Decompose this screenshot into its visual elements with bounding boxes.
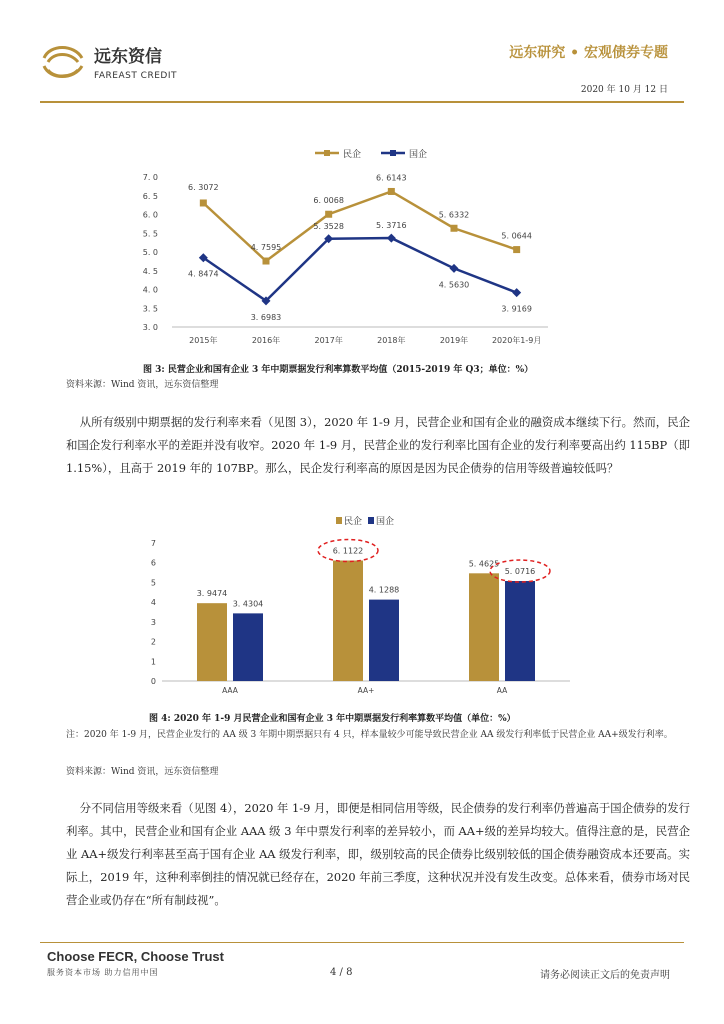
- fig4-y-tick: 3: [150, 617, 156, 627]
- fig3-data-label: 5. 0644: [501, 231, 532, 241]
- fig3-data-point: [199, 253, 208, 262]
- fig4-highlight-circle: [318, 540, 378, 562]
- fig3-y-tick: 4. 0: [142, 285, 158, 295]
- fig3-data-label: 5. 3716: [376, 221, 407, 231]
- paragraph-2: 分不同信用等级来看（见图 4），2020 年 1-9 月，即便是相同信用等级，民企债券的发行利率仍普遍高于国企债券的发行利率。其中，民营企业和国有企业 AAA 级 3 年中票发行利率的差异较小，而 AA+级的差异均较大。值得注意的是，民营企业 AA+级发行利率甚至高于国有企业 AA 级发行利率，即，级别较高的民企债券比级别较低的国企债券融资成本还要高。实际上，2019 年，这种利率倒挂的情况就已经存在，2020 年前三季度，这种状况并没有发生改变。总体来看，债券市场对民营企业或仍存在“所有制歧视”。: [66, 801, 690, 907]
- fig4-y-tick: 6: [150, 558, 156, 568]
- fig3-x-tick: 2015年: [189, 336, 218, 345]
- fig4-y-tick: 0: [150, 677, 156, 686]
- fig3-y-tick: 6. 0: [142, 210, 158, 220]
- fig4-data-label: 5. 4625: [468, 559, 500, 569]
- fig4-highlight-circle: [490, 560, 550, 582]
- fig3-data-point: [262, 296, 271, 305]
- fig4-y-tick: 7: [150, 539, 156, 548]
- fig3-y-tick: 7. 0: [142, 173, 158, 182]
- footer-slogan: Choose FECR, Choose Trust: [47, 949, 224, 964]
- fig4-x-tick: AA+: [357, 686, 375, 695]
- footer-subslogan: 服务资本市场 助力信用中国: [47, 968, 159, 977]
- fig3-data-point: [263, 258, 270, 265]
- fig4-bar: [369, 600, 399, 681]
- fig4-legend-label: 民企: [344, 517, 363, 527]
- fig4-bar: [333, 561, 363, 681]
- fig3-y-tick: 6. 5: [142, 191, 158, 201]
- fig3-data-label: 5. 3528: [313, 221, 344, 231]
- header-divider: [40, 101, 684, 103]
- fig3-data-label: 4. 8474: [188, 269, 219, 279]
- fig4-note: 注：2020 年 1-9 月，民营企业发行的 AA 级 3 年期中期票据只有 4 只，样本量较少可能导致民营企业 AA 级发行利率低于民营企业 AA+级发行利率。: [66, 730, 673, 740]
- fig4-y-tick: 5: [150, 578, 156, 588]
- fig3-data-label: 4. 7595: [250, 243, 282, 253]
- fig4-y-tick: 2: [150, 637, 156, 647]
- fig3-caption: 图 3: 民营企业和国有企业 3 年中期票据发行利率算数平均值（2015-2019 年 Q3；单位：%）: [143, 365, 534, 375]
- fig3-legend-label: 国企: [409, 150, 428, 160]
- paragraph-1: 从所有级别中期票据的发行利率来看（见图 3），2020 年 1-9 月，民营企业和国有企业的融资成本继续下行。然而，民企和国企发行利率水平的差距并没有收窄。2020 年 1-9 月，民营企业的发行利率比国有企业的发行利率要高出约 115BP（即 1.15%），且高于 2019 年的 107BP。那么，民企发行利率高的原因是因为民企债券的信用等级普遍较低吗？: [66, 415, 690, 475]
- fig3-x-tick: 2019年: [439, 336, 469, 345]
- fig4-data-label: 4. 1288: [368, 585, 400, 595]
- fig3-data-point: [512, 288, 521, 297]
- fig4-x-tick: AAA: [222, 686, 238, 695]
- fig4-x-tick: AA: [496, 686, 508, 695]
- fig4-legend-label: 国企: [376, 517, 395, 527]
- fig4-legend-swatch: [368, 517, 374, 524]
- fig3-data-label: 3. 9169: [501, 304, 532, 314]
- fig3-x-tick: 2016年: [251, 336, 281, 345]
- report-series-title: 远东研究 • 宏观债券专题: [509, 45, 668, 61]
- fig4-y-tick: 1: [150, 657, 156, 667]
- fig3-x-tick: 2017年: [314, 336, 343, 345]
- fig3-data-label: 6. 3072: [188, 182, 219, 192]
- page-number: 4 / 8: [330, 967, 353, 978]
- fig3-data-point: [451, 225, 458, 232]
- fig3-data-point: [388, 188, 395, 195]
- fig3-y-tick: 5. 5: [142, 229, 158, 239]
- fig3-series-line: [203, 238, 516, 301]
- fig3-data-label: 4. 5630: [438, 280, 470, 290]
- fig3-data-point: [513, 246, 520, 253]
- fig3-data-point: [387, 234, 396, 243]
- fig4-caption: 图 4: 2020 年 1-9 月民营企业和国有企业 3 年中期票据发行利率算数平均值（单位：%）: [149, 714, 516, 724]
- fig4-source: 资料来源：Wind 资讯，远东资信整理: [66, 767, 219, 777]
- fig3-data-label: 3. 6983: [250, 312, 282, 322]
- logo-company-en: FAREAST CREDIT: [94, 71, 177, 81]
- fig3-data-point: [450, 264, 459, 273]
- footer-divider: [40, 942, 684, 943]
- fig3-y-tick: 3. 0: [142, 323, 158, 332]
- fig3-y-tick: 3. 5: [142, 304, 158, 314]
- fig4-data-label: 3. 9474: [196, 589, 228, 599]
- company-logo: [40, 40, 240, 84]
- fig4-bar: [233, 613, 263, 681]
- fig3-legend-marker: [324, 150, 330, 156]
- fig4-data-label: 6. 1122: [332, 546, 364, 556]
- fig3-y-tick: 5. 0: [142, 248, 158, 257]
- fig3-source: 资料来源：Wind 资讯，远东资信整理: [66, 380, 219, 390]
- fig3-x-tick: 2020年1-9月: [491, 336, 542, 345]
- fig3-data-label: 6. 0068: [313, 196, 344, 206]
- logo-company-cn: 远东资信: [94, 47, 162, 67]
- footer-disclaimer: 请务必阅读正文后的免责声明: [540, 970, 670, 981]
- fig3-y-tick: 4. 5: [142, 266, 158, 276]
- fig4-data-label: 3. 4304: [232, 599, 264, 609]
- fig4-bar: [469, 573, 499, 681]
- fig3-data-label: 5. 6332: [438, 210, 470, 220]
- fig4-y-tick: 4: [150, 598, 156, 608]
- fig3-data-point: [324, 234, 333, 243]
- fig4-bar: [505, 581, 535, 681]
- fig3-legend-marker: [390, 150, 396, 156]
- fig3-series-line: [203, 191, 516, 261]
- fig3-x-tick: 2018年: [377, 336, 406, 345]
- fig3-legend-label: 民企: [343, 150, 362, 160]
- report-date: 2020 年 10 月 12 日: [580, 85, 668, 95]
- fig4-bar: [197, 603, 227, 681]
- logo-mark-icon: [44, 48, 82, 77]
- fig3-data-point: [200, 199, 207, 206]
- fig3-data-point: [325, 211, 332, 218]
- fig4-legend-swatch: [336, 517, 342, 524]
- fig3-data-label: 6. 6143: [376, 173, 407, 183]
- fig4-data-label: 5. 0716: [504, 567, 536, 577]
